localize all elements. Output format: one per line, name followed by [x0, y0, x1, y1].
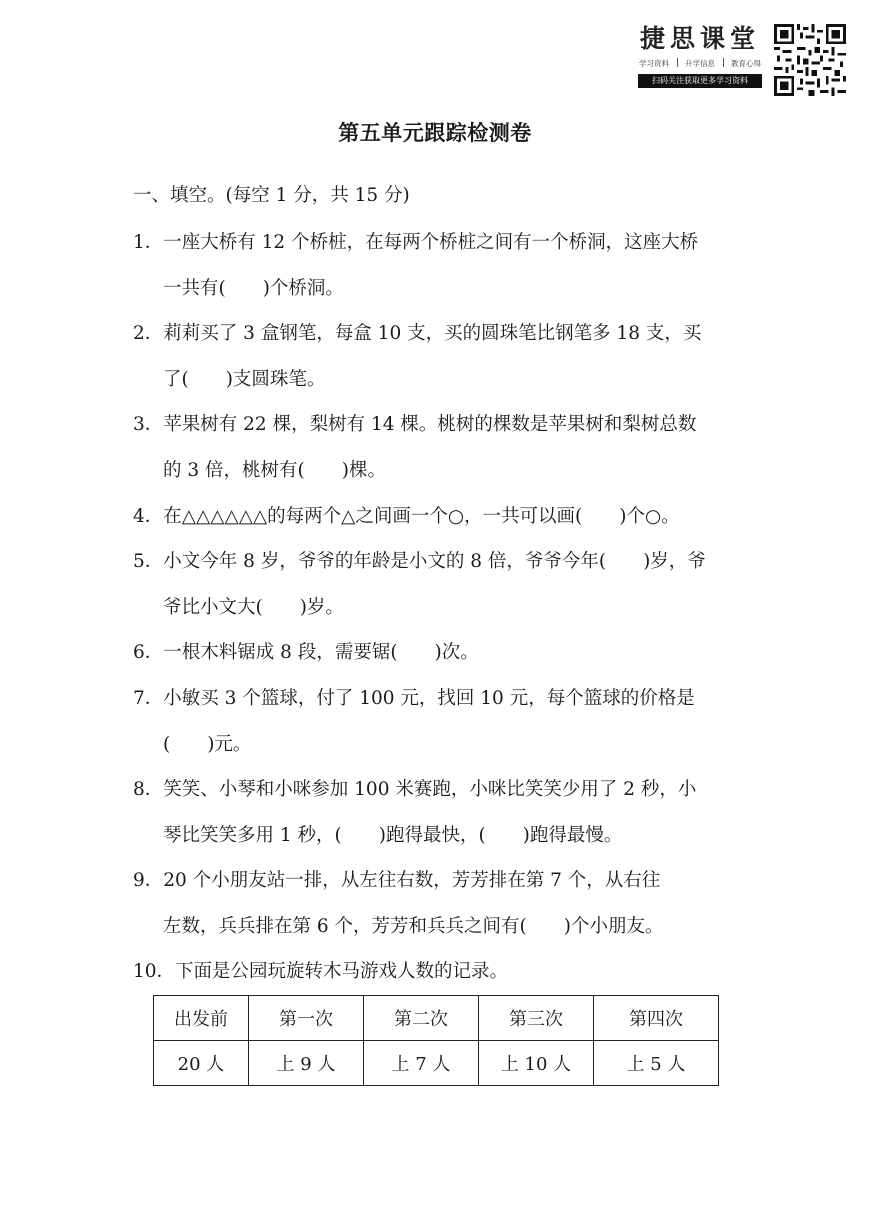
question-text: 的 3 倍，桃树有( )棵。 [163, 460, 386, 481]
question-text: 左数，兵兵排在第 6 个，芳芳和兵兵之间有( )个小朋友。 [163, 916, 664, 937]
question-line [133, 322, 701, 346]
brand-tag: 教育心得 [731, 59, 761, 68]
question-text: 20 个小朋友站一排，从左往右数，芳芳排在第 7 个，从右往 [163, 870, 661, 891]
question-line [133, 869, 660, 893]
question-text: 笑笑、小琴和小咪参加 100 米赛跑，小咪比笑笑少用了 2 秒，小 [163, 779, 697, 800]
table-header-cell: 第四次 [594, 996, 719, 1041]
question-number: 6． [133, 642, 164, 663]
question-text: 琴比笑笑多用 1 秒，( )跑得最快，( )跑得最慢。 [163, 825, 623, 846]
question-text: 小文今年 8 岁，爷爷的年龄是小文的 8 倍，爷爷今年( )岁，爷 [163, 551, 706, 572]
question-text: 下面是公园玩旋转木马游戏人数的记录。 [175, 961, 509, 982]
question-line [133, 778, 696, 802]
question-number: 7． [133, 688, 164, 709]
question-line [133, 231, 698, 255]
brand-name: 捷思课堂 [639, 24, 760, 53]
question-number: 5． [133, 551, 164, 572]
question-text: 了( )支圆珠笔。 [163, 369, 326, 390]
table-row [154, 1041, 719, 1086]
brand-block [638, 24, 762, 88]
question-line [133, 687, 695, 711]
page-title: 第五单元跟踪检测卷 [338, 121, 532, 145]
table-header-cell: 出发前 [154, 996, 249, 1041]
table-cell: 上 10 人 [479, 1041, 594, 1086]
question-text: 小敏买 3 个篮球，付了 100 元，找回 10 元，每个篮球的价格是 [163, 688, 695, 709]
divider [723, 58, 724, 67]
question-line [133, 550, 706, 574]
qr-code-icon [774, 24, 846, 96]
question-number: 8． [133, 779, 164, 800]
question-number: 4． [133, 506, 164, 527]
question-line [133, 413, 696, 437]
question-number: 1． [133, 232, 164, 253]
brand-slogan: 扫码关注获取更多学习资料 [638, 74, 762, 88]
question-text: 一共有( )个桥洞。 [163, 278, 344, 299]
section-heading: 一、填空。(每空 1 分，共 15 分) [133, 185, 410, 206]
question-number: 2． [133, 323, 164, 344]
question-text: 一根木料锯成 8 段，需要锯( )次。 [163, 642, 479, 663]
question-text: 莉莉买了 3 盒钢笔，每盒 10 支，买的圆珠笔比钢笔多 18 支，买 [163, 323, 702, 344]
question-line [133, 960, 508, 984]
table-header-cell: 第二次 [364, 996, 479, 1041]
question-number: 9． [133, 870, 164, 891]
question-text: ( )元。 [163, 734, 252, 755]
question-line [133, 505, 680, 529]
question-text: 苹果树有 22 棵，梨树有 14 棵。桃树的棵数是苹果树和梨树总数 [163, 414, 697, 435]
question-text: 在△△△△△△的每两个△之间画一个○，一共可以画( )个○。 [163, 506, 680, 527]
question-line [133, 641, 479, 665]
brand-tags [638, 58, 762, 69]
record-table [153, 995, 719, 1086]
table-cell: 20 人 [154, 1041, 249, 1086]
table-cell: 上 7 人 [364, 1041, 479, 1086]
divider [677, 58, 678, 67]
question-number: 10． [133, 961, 176, 982]
question-text: 爷比小文大( )岁。 [163, 597, 344, 618]
table-header-cell: 第三次 [479, 996, 594, 1041]
table-header-cell: 第一次 [249, 996, 364, 1041]
brand-tag: 学习资料 [639, 59, 669, 68]
question-number: 3． [133, 414, 164, 435]
brand-tag: 升学信息 [685, 59, 715, 68]
table-row [154, 996, 719, 1041]
table-cell: 上 9 人 [249, 1041, 364, 1086]
question-text: 一座大桥有 12 个桥桩，在每两个桥桩之间有一个桥洞，这座大桥 [163, 232, 699, 253]
table-cell: 上 5 人 [594, 1041, 719, 1086]
